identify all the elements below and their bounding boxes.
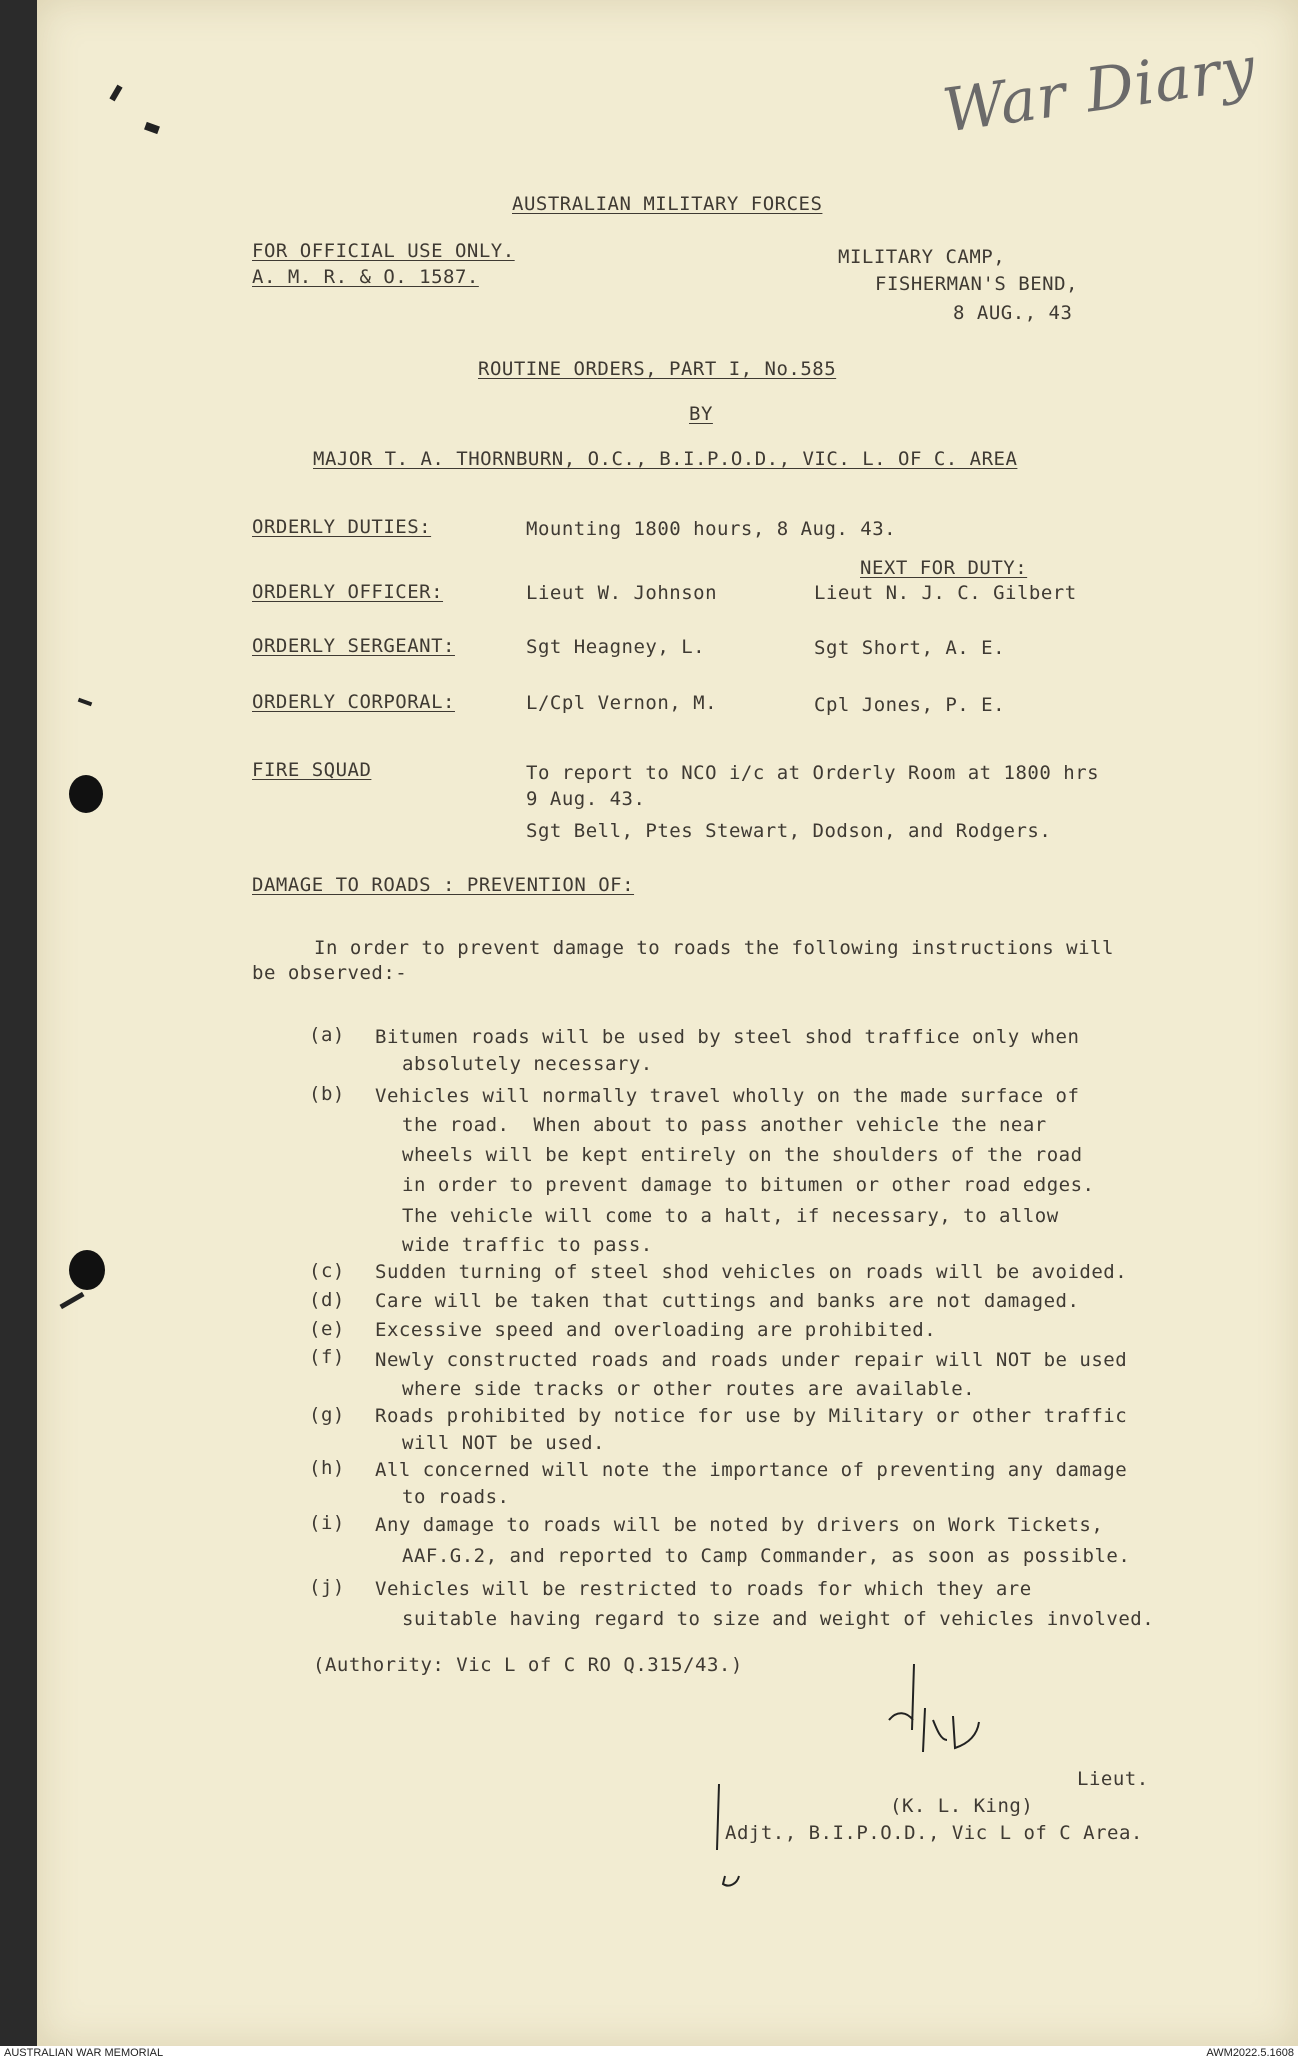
duty-label: ORDERLY CORPORAL: — [252, 691, 455, 713]
item-mark: (a) — [309, 1024, 345, 1046]
item-mark: (g) — [309, 1404, 345, 1426]
signatory-name: (K. L. King) — [890, 1795, 1034, 1817]
item-line: The vehicle will come to a halt, if necessary, to allow — [402, 1205, 1059, 1227]
handwritten-annotation: War Diary — [938, 33, 1260, 147]
document-date: 8 AUG., 43 — [953, 302, 1073, 324]
item-mark: (e) — [309, 1318, 345, 1340]
item-line: Excessive speed and overloading are prohibited. — [375, 1319, 937, 1341]
staple-mark — [109, 85, 122, 102]
orders-by: BY — [689, 403, 713, 425]
item-mark: (h) — [309, 1457, 345, 1479]
staple-mark — [59, 1292, 84, 1309]
staple-mark — [144, 122, 160, 134]
item-line: Newly constructed roads and roads under repair will NOT be used — [375, 1349, 1128, 1371]
duty-label: ORDERLY OFFICER: — [252, 581, 444, 603]
duty-value: Mounting 1800 hours, 8 Aug. 43. — [526, 518, 897, 540]
item-line: Vehicles will be restricted to roads for which they are — [375, 1578, 1032, 1600]
signature-scribble — [867, 1660, 1007, 1770]
duty-next: Sgt Short, A. E. — [814, 637, 1006, 659]
damage-heading: DAMAGE TO ROADS : PREVENTION OF: — [252, 874, 635, 896]
item-line: All concerned will note the importance of preventing any damage — [375, 1459, 1128, 1481]
official-use-line: FOR OFFICIAL USE ONLY. — [252, 240, 515, 262]
archive-name: AUSTRALIAN WAR MEMORIAL — [4, 2047, 164, 2059]
duty-next: Cpl Jones, P. E. — [814, 694, 1006, 716]
fire-squad-line: Sgt Bell, Ptes Stewart, Dodson, and Rodgers. — [526, 820, 1052, 842]
item-mark: (d) — [309, 1289, 345, 1311]
duty-label: ORDERLY DUTIES: — [252, 516, 432, 538]
orders-title: ROUTINE ORDERS, PART I, No.585 — [478, 358, 837, 380]
reference-line: A. M. R. & O. 1587. — [252, 266, 479, 288]
signatory-position: Adjt., B.I.P.O.D., Vic L of C Area. — [725, 1822, 1143, 1844]
duty-next: Lieut N. J. C. Gilbert — [814, 582, 1077, 604]
document-title: AUSTRALIAN MILITARY FORCES — [512, 193, 823, 215]
duty-value: Lieut W. Johnson — [526, 582, 718, 604]
item-line: Any damage to roads will be noted by drivers on Work Tickets, — [375, 1514, 1104, 1536]
item-line: Care will be taken that cuttings and banks are not damaged. — [375, 1290, 1080, 1312]
item-line: wide traffic to pass. — [402, 1234, 653, 1256]
item-line: Sudden turning of steel shod vehicles on roads will be avoided. — [375, 1261, 1128, 1283]
item-mark: (c) — [309, 1260, 345, 1282]
item-mark: (b) — [309, 1083, 345, 1105]
location-line-1: MILITARY CAMP, — [838, 246, 1006, 268]
item-line: Roads prohibited by notice for use by Military or other traffic — [375, 1405, 1128, 1427]
next-for-duty-header: NEXT FOR DUTY: — [860, 557, 1028, 579]
punch-hole — [69, 1250, 105, 1290]
damage-intro: In order to prevent damage to roads the following instructions will — [314, 937, 1114, 959]
archive-footer — [0, 2046, 1298, 2061]
damage-intro: be observed:- — [252, 962, 408, 984]
location-line-2: FISHERMAN'S BEND, — [875, 273, 1078, 295]
item-line: absolutely necessary. — [402, 1053, 653, 1075]
staple-mark — [78, 698, 93, 707]
document-page — [37, 0, 1298, 2046]
item-line: the road. When about to pass another vehicle the near — [402, 1114, 1047, 1136]
item-line: in order to prevent damage to bitumen or other road edges. — [402, 1174, 1095, 1196]
fire-squad-line: To report to NCO i/c at Orderly Room at 1800 hrs — [526, 762, 1100, 784]
duty-value: Sgt Heagney, L. — [526, 636, 706, 658]
item-line: will NOT be used. — [402, 1432, 605, 1454]
orders-issuer: MAJOR T. A. THORNBURN, O.C., B.I.P.O.D., VIC. L. OF C. AREA — [313, 448, 1018, 470]
item-mark: (i) — [309, 1512, 345, 1534]
punch-hole — [69, 775, 103, 813]
item-line: suitable having regard to size and weight of vehicles involved. — [402, 1608, 1155, 1630]
fire-squad-label: FIRE SQUAD — [252, 759, 372, 781]
item-mark: (f) — [309, 1346, 345, 1368]
signatory-rank: Lieut. — [1077, 1768, 1149, 1790]
item-line: where side tracks or other routes are available. — [402, 1378, 976, 1400]
item-line: to roads. — [402, 1486, 510, 1508]
archive-reference: AWM2022.5.1608 — [1206, 2047, 1294, 2059]
item-line: AAF.G.2, and reported to Camp Commander, as soon as possible. — [402, 1545, 1131, 1567]
duty-value: L/Cpl Vernon, M. — [526, 692, 718, 714]
duty-label: ORDERLY SERGEANT: — [252, 635, 455, 657]
item-mark: (j) — [309, 1576, 345, 1598]
item-line: wheels will be kept entirely on the shoulders of the road — [402, 1144, 1083, 1166]
authority-line: (Authority: Vic L of C RO Q.315/43.) — [313, 1654, 743, 1676]
item-line: Bitumen roads will be used by steel shod traffice only when — [375, 1026, 1080, 1048]
item-line: Vehicles will normally travel wholly on the made surface of — [375, 1085, 1080, 1107]
fire-squad-line: 9 Aug. 43. — [526, 788, 646, 810]
